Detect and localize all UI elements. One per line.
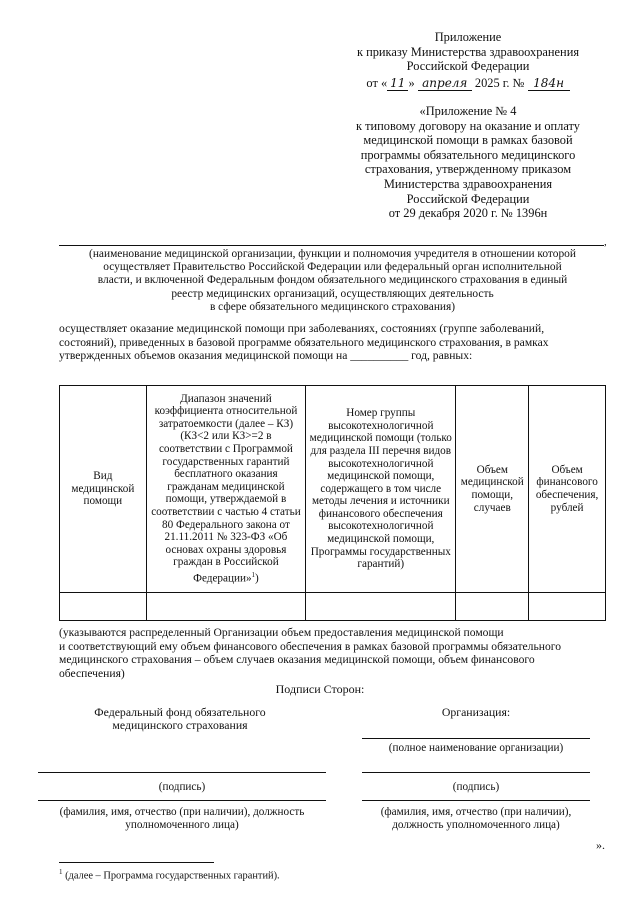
fio-line-left: [38, 800, 326, 801]
right-party-name: Организация:: [441, 705, 511, 719]
signatures-title: Подписи Сторон:: [275, 682, 365, 696]
org-name-line: [59, 245, 604, 246]
col-header-type: Вид медицинской помощи: [60, 386, 147, 593]
fio-line-right: [362, 800, 590, 801]
signature-caption-right: (подпись): [452, 781, 500, 793]
fio-caption-right: (фамилия, имя, отчество (при наличии), должность уполномоченного лица): [380, 806, 572, 831]
appendix-line-2: к типовому договору на оказание и оплату: [356, 118, 580, 133]
appendix-line-4: программы обязательного медицинского: [360, 147, 576, 162]
volumes-table: [59, 385, 606, 621]
appendix-line-1: «Приложение № 4: [419, 104, 517, 118]
table-note: (указываются распределенный Организации объем предоставления медицинской помощи и соответствующий ему объем финансового обеспечения в рамках базовой программы обязательного медицинского страхования – объем случаев оказания медицинской помощи, объем финансового обеспечения): [59, 626, 562, 680]
header-line-3: Российской Федерации: [406, 59, 530, 74]
table-cell: [306, 593, 456, 621]
signature-caption-left: (подпись): [158, 781, 206, 793]
col-header-volume-cases: Объем медицинской помощи, случаев: [456, 386, 529, 593]
org-name-caption: (наименование медицинской организации, функции и полномочия учредителя в отношении которой осуществляет Правительство Российской Федерации или федеральный орган исполнительной власти, и включенной Федеральным фондом обязательного медицинского страхования в единый реестр медицинских организаций, осуществляющих деятельность в сфере обязательного медицинского страхования): [89, 248, 576, 313]
table-cell: [456, 593, 529, 621]
table-header-row: [60, 386, 606, 593]
header-line-2: к приказу Министерства здравоохранения: [356, 44, 580, 59]
appendix-line-8: от 29 декабря 2020 г. № 1396н: [388, 206, 548, 221]
appendix-line-6: Министерства здравоохранения: [383, 176, 553, 191]
table-cell: [60, 593, 147, 621]
appendix-line-7: Российской Федерации: [406, 191, 530, 206]
org-name-comma: ,: [604, 236, 607, 248]
order-header: [318, 30, 618, 91]
appendix-header: [318, 104, 618, 221]
org-full-name-caption: (полное наименование организации): [388, 742, 564, 754]
org-full-name-line: [362, 738, 590, 739]
handwritten-number: 184н: [528, 76, 570, 92]
table-cell: [529, 593, 606, 621]
intro-paragraph: осуществляет оказание медицинской помощи при заболеваниях, состояниях (группе заболеваний, состояний), приведенных в базовой программе обязательного медицинского страхования, в рамках утвержденных объемов оказания медицинской помощи на __________ год, равных:: [59, 322, 549, 363]
closing-quote: ».: [596, 838, 605, 852]
handwritten-month: апреля: [418, 76, 472, 92]
handwritten-day: 11: [387, 76, 408, 92]
col-header-finance: Объем финансового обеспечения, рублей: [529, 386, 606, 593]
fio-caption-left: (фамилия, имя, отчество (при наличии), должность уполномоченного лица): [59, 806, 305, 831]
footnote-separator: [59, 862, 214, 863]
header-line-1: Приложение: [434, 30, 502, 44]
appendix-line-3: медицинской помощи в рамках базовой: [363, 133, 573, 148]
table-empty-row: [60, 593, 606, 621]
footnote: $^1$ (далее – Программа государственных гарантий).: [59, 868, 280, 882]
col-header-kz: Диапазон значений коэффициента относительной затратоемкости (далее – КЗ) (КЗ<2 или КЗ>=2 в соответствии с Программой государственных гарантий бесплатного оказания гражданам медицинской помощи, утверждаемой в соответствии с частью 4 статьи 80 Федерального закона от 21.11.2011 № 323-ФЗ «Об основах охраны здоровья граждан в Российской Федерации»$^1$): [146, 386, 305, 593]
signature-line-left: [38, 772, 326, 773]
col-header-vmp-group: Номер группы высокотехнологичной медицинской помощи (только для раздела III перечня видов высокотехнологичной медицинской помощи, содержащего в том числе методы лечения и источники финансового обеспечения высокотехнологичной медицинской помощи, Программы государственных гарантий): [306, 386, 456, 593]
table-cell: [146, 593, 305, 621]
signature-line-right: [362, 772, 590, 773]
header-date-line: от « 11 » апреля 2025 г. № 184н: [318, 76, 618, 92]
appendix-line-5: страхования, утвержденному приказом: [364, 162, 572, 177]
left-party-name: Федеральный фонд обязательного медицинского страхования: [94, 705, 266, 732]
